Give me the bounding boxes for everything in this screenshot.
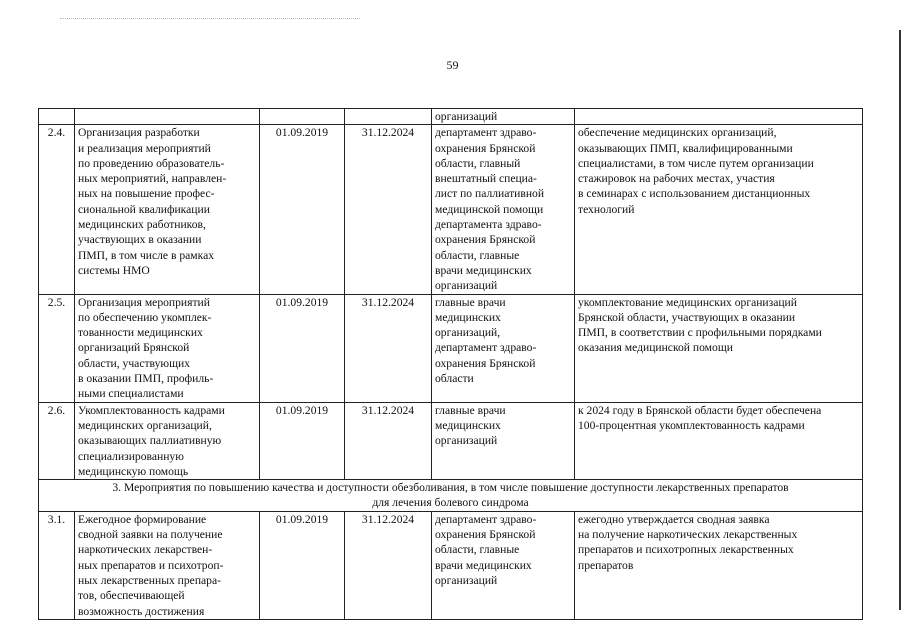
cell-end: 31.12.2024: [345, 294, 432, 402]
cell-activity: [75, 109, 260, 125]
cell-start: 01.09.2019: [260, 294, 345, 402]
table-row: [39, 402, 863, 479]
section-title: 3. Мероприятия по повышению качества и доступности обезболивания, в том числе повышение доступности лекарственных препаратов для лечения болевого синдрома: [39, 480, 863, 512]
cell-executor: главные врачи медицинских организаций, департамент здраво- охранения Брянской области: [432, 294, 575, 402]
cell-result: укомплектование медицинских организаций Брянской области, участвующих в оказании ПМП, в соответствии с профильными порядками оказания медицинской помощи: [575, 294, 863, 402]
cell-activity: Укомплектованность кадрами медицинских организаций, оказывающих паллиативную специализированную медицинскую помощь: [75, 402, 260, 479]
cell-activity: Организация мероприятий по обеспечению укомплек- тованности медицинских организаций Брянской области, участвующих в оказании ПМП, профиль- ными специалистами: [75, 294, 260, 402]
cell-num: [39, 109, 75, 125]
cell-end: 31.12.2024: [345, 402, 432, 479]
cell-result: ежегодно утверждается сводная заявка на получение наркотических лекарственных препаратов и психотропных лекарственных препаратов: [575, 511, 863, 619]
cell-end: 31.12.2024: [345, 511, 432, 619]
cell-end: [345, 109, 432, 125]
cell-start: 01.09.2019: [260, 125, 345, 294]
cell-start: [260, 109, 345, 125]
cell-activity: Ежегодное формирование сводной заявки на получение наркотических лекарствен- ных препаратов и психотроп- ных лекарственных препара- тов, обеспечивающей возможность достижения: [75, 511, 260, 619]
table-row: [39, 125, 863, 294]
cell-activity: Организация разработки и реализация мероприятий по проведению образователь- ных мероприятий, направлен- ных на повышение профес- сиональной квалификации медицинских работников, участвующих в оказании ПМП, в том числе в рамках системы НМО: [75, 125, 260, 294]
activities-table: [38, 108, 863, 620]
cell-executor: департамент здраво- охранения Брянской области, главные врачи медицинских организаций: [432, 511, 575, 619]
activities-table-container: [38, 108, 862, 620]
cell-num: 3.1.: [39, 511, 75, 619]
cell-num: 2.4.: [39, 125, 75, 294]
section-header-row: [39, 480, 863, 512]
cell-result: к 2024 году в Брянской области будет обеспечена 100-процентная укомплектованность кадрами: [575, 402, 863, 479]
table-row: [39, 294, 863, 402]
cell-start: 01.09.2019: [260, 402, 345, 479]
table-row: [39, 511, 863, 619]
cell-executor: департамент здраво- охранения Брянской области, главный внештатный специа- лист по паллиативной медицинской помощи департамента здраво- охранения Брянской области, главные врачи медицинских организаций: [432, 125, 575, 294]
cell-num: 2.6.: [39, 402, 75, 479]
table-row-continuation: [39, 109, 863, 125]
cell-num: 2.5.: [39, 294, 75, 402]
cell-result: [575, 109, 863, 125]
page-number: 59: [446, 58, 459, 72]
scan-edge-line: [899, 30, 901, 610]
cell-end: 31.12.2024: [345, 125, 432, 294]
scan-artifact: [60, 18, 360, 21]
cell-executor: главные врачи медицинских организаций: [432, 402, 575, 479]
cell-executor: организаций: [432, 109, 575, 125]
cell-result: обеспечение медицинских организаций, оказывающих ПМП, квалифицированными специалистами, в том числе путем организации стажировок на рабочих местах, участия в семинарах с использованием дистанционных технологий: [575, 125, 863, 294]
cell-start: 01.09.2019: [260, 511, 345, 619]
